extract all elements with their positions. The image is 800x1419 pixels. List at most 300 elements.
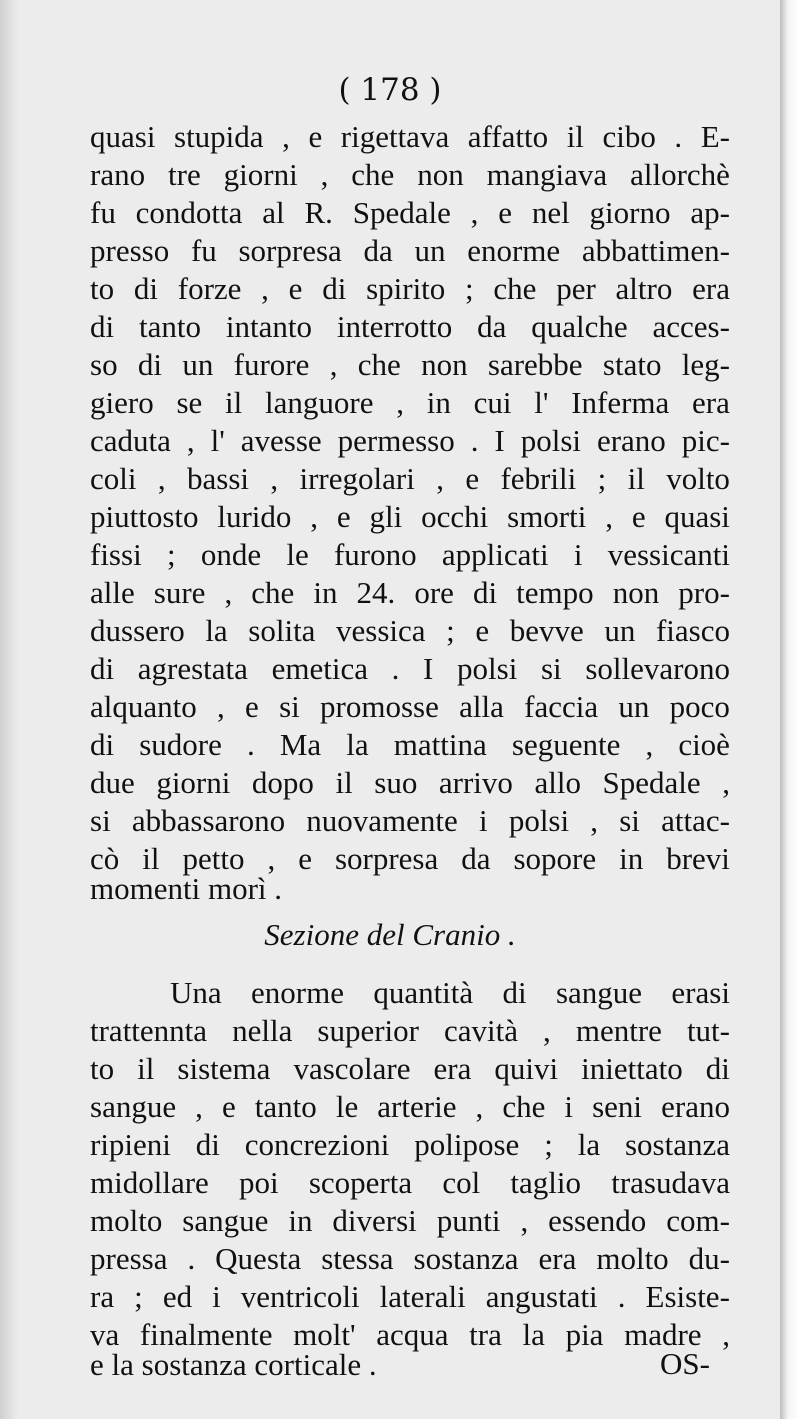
word: di xyxy=(472,575,498,610)
word: , xyxy=(436,461,444,496)
word: E- xyxy=(700,119,730,154)
word: che xyxy=(351,157,395,192)
word: I xyxy=(423,651,434,686)
word: acces- xyxy=(652,309,730,344)
word: altro xyxy=(615,271,673,306)
word: bevve xyxy=(509,613,584,648)
word: irregolari xyxy=(299,461,415,496)
word: giorno xyxy=(589,195,671,230)
word: e xyxy=(221,1089,236,1124)
word: allorchè xyxy=(630,157,730,192)
word: sure xyxy=(153,575,206,610)
word: al xyxy=(262,195,285,230)
word: brevi xyxy=(666,841,730,876)
word: applicati xyxy=(441,537,549,572)
text-line xyxy=(90,270,730,308)
text-line xyxy=(90,118,730,156)
word: sistema xyxy=(177,1051,271,1086)
word: Questa xyxy=(215,1241,302,1276)
text-line-indented xyxy=(170,974,730,1012)
word: di xyxy=(90,727,115,762)
catchword: OS- xyxy=(660,1346,710,1381)
word: coli xyxy=(90,461,137,496)
word: rano xyxy=(90,157,146,192)
word: Spedale xyxy=(602,765,701,800)
word: erasi xyxy=(671,975,730,1010)
text-line xyxy=(90,422,730,460)
word: di xyxy=(137,347,163,382)
word: to xyxy=(90,271,115,306)
word: la xyxy=(577,1127,601,1162)
word: che xyxy=(357,347,401,382)
word: ; xyxy=(166,537,176,572)
word: ra xyxy=(90,1279,115,1314)
word: , xyxy=(520,1203,529,1238)
word: che xyxy=(493,271,537,306)
word: cò xyxy=(90,841,120,876)
word: e xyxy=(498,195,513,230)
word: trattennta xyxy=(90,1013,208,1048)
word: languore xyxy=(265,385,374,420)
text-line xyxy=(90,1126,730,1164)
word: occhi xyxy=(421,499,489,534)
text-line xyxy=(90,1012,730,1050)
word: scoperta xyxy=(308,1165,413,1200)
word: polipose xyxy=(414,1127,520,1162)
text-line xyxy=(90,650,730,688)
word: che xyxy=(251,575,295,610)
word: e xyxy=(308,119,323,154)
word: , xyxy=(261,271,269,306)
word: . xyxy=(247,727,255,762)
text-line xyxy=(90,346,730,384)
word: col xyxy=(442,1165,481,1200)
word: angustati xyxy=(485,1279,598,1314)
word: laterali xyxy=(379,1279,466,1314)
word: stato xyxy=(602,347,662,382)
text-line xyxy=(90,156,730,194)
word: e xyxy=(465,461,480,496)
word: sopore xyxy=(513,841,597,876)
word: i xyxy=(212,1279,221,1314)
word: il xyxy=(566,119,584,154)
word: pia xyxy=(565,1317,604,1352)
word: nel xyxy=(531,195,570,230)
word: lurido xyxy=(217,499,292,534)
word: , xyxy=(543,1013,551,1048)
word: il xyxy=(627,461,645,496)
word: quantità xyxy=(373,975,474,1010)
word: attac- xyxy=(661,803,730,838)
word: e xyxy=(245,689,259,724)
word: due xyxy=(90,765,135,800)
text-line xyxy=(90,232,730,270)
word: onde xyxy=(200,537,262,572)
word: che xyxy=(502,1089,546,1124)
word: , xyxy=(195,1089,203,1124)
word: com- xyxy=(666,1203,730,1238)
word: cavità xyxy=(444,1013,519,1048)
text-line xyxy=(90,1050,730,1088)
word: dussero xyxy=(90,613,185,648)
word: un xyxy=(618,689,650,724)
word: e xyxy=(298,841,312,876)
word: superior xyxy=(317,1013,419,1048)
word: si xyxy=(619,803,640,838)
word: sostanza xyxy=(624,1127,730,1162)
word: , xyxy=(329,347,338,382)
word: sudore xyxy=(139,727,222,762)
word: suo xyxy=(374,765,418,800)
word: tanto xyxy=(139,309,201,344)
word: emetica xyxy=(271,651,368,686)
word: . xyxy=(187,1241,196,1276)
word: nella xyxy=(232,1013,293,1048)
word: smorti xyxy=(507,499,587,534)
word: nuovamente xyxy=(306,803,458,838)
text-line xyxy=(90,802,730,840)
word: tre xyxy=(168,157,201,192)
text-line xyxy=(90,1278,730,1316)
word: il xyxy=(137,1051,155,1086)
word: , xyxy=(605,499,613,534)
word: cioè xyxy=(678,727,730,762)
word: per xyxy=(556,271,596,306)
word: , xyxy=(270,461,279,496)
word: avesse xyxy=(240,423,322,458)
word: tempo xyxy=(516,575,594,610)
word: i xyxy=(573,537,583,572)
word: sorpresa xyxy=(238,233,342,268)
word: diversi xyxy=(332,1203,417,1238)
word: in xyxy=(426,385,451,420)
word: I xyxy=(494,423,505,458)
word: volto xyxy=(666,461,730,496)
word: si xyxy=(90,803,111,838)
word: era xyxy=(692,271,730,306)
word: in xyxy=(619,841,644,876)
word: si xyxy=(540,651,562,686)
word: , xyxy=(267,841,276,876)
word: sorpresa xyxy=(334,841,439,876)
word: Ma xyxy=(279,727,322,762)
word: concrezioni xyxy=(244,1127,390,1162)
word: Spedale xyxy=(352,195,451,230)
word: erano xyxy=(596,423,666,458)
word: stessa xyxy=(321,1241,394,1276)
word: allo xyxy=(534,765,581,800)
word: mentre xyxy=(575,1013,662,1048)
word: stupida xyxy=(174,119,264,154)
word: di xyxy=(502,975,527,1010)
word: di xyxy=(705,1051,730,1086)
word: cibo xyxy=(602,119,656,154)
word: so xyxy=(90,347,118,382)
word: da xyxy=(477,309,507,344)
word: interrotto xyxy=(336,309,453,344)
word: taglio xyxy=(510,1165,581,1200)
word: vascolare xyxy=(293,1051,411,1086)
word: era xyxy=(538,1241,577,1276)
word: di xyxy=(90,309,115,344)
word: qualche xyxy=(531,309,628,344)
text-line xyxy=(90,764,730,802)
word: , xyxy=(186,423,195,458)
word: i xyxy=(479,803,488,838)
word: midollare xyxy=(90,1165,209,1200)
word: giorni xyxy=(156,765,231,800)
word: enorme xyxy=(251,975,344,1010)
word: alle xyxy=(90,575,135,610)
word: iniettato xyxy=(581,1051,683,1086)
word: ; xyxy=(544,1127,553,1162)
word: ; xyxy=(446,613,455,648)
word: in xyxy=(288,1203,313,1238)
word: fissi xyxy=(90,537,142,572)
word: , xyxy=(310,499,319,534)
text-line xyxy=(90,1088,730,1126)
word: sollevarono xyxy=(585,651,730,686)
word: la xyxy=(205,613,228,648)
word: . xyxy=(674,119,683,154)
word: sangue xyxy=(90,1089,177,1124)
word: poi xyxy=(239,1165,279,1200)
word: punti xyxy=(436,1203,501,1238)
word: leg- xyxy=(681,347,730,382)
word: un xyxy=(604,613,636,648)
word: . xyxy=(391,651,400,686)
word: l' xyxy=(534,385,549,420)
word: abbattimen- xyxy=(581,233,730,268)
word: presso xyxy=(90,233,170,268)
word: ripieni xyxy=(90,1127,171,1162)
word: ed xyxy=(162,1279,193,1314)
word: polsi xyxy=(508,803,570,838)
section-heading: Sezione del Cranio . xyxy=(264,917,516,952)
word: vessicanti xyxy=(607,537,730,572)
word: giero xyxy=(90,385,154,420)
word: piuttosto xyxy=(90,499,199,534)
word: enorme xyxy=(467,233,561,268)
word: condotta xyxy=(135,195,243,230)
text-line xyxy=(90,574,730,612)
word: di xyxy=(195,1127,220,1162)
word: trasudava xyxy=(611,1165,730,1200)
word: pressa xyxy=(90,1241,168,1276)
word: cui xyxy=(473,385,512,420)
word: sangue xyxy=(182,1203,269,1238)
word: 24. xyxy=(356,575,396,610)
text-line xyxy=(90,460,730,498)
word: ventricoli xyxy=(240,1279,360,1314)
word: , xyxy=(590,803,599,838)
page-edge xyxy=(780,0,800,1419)
word: , xyxy=(320,157,329,192)
word: forze xyxy=(177,271,242,306)
word: ; xyxy=(134,1279,143,1314)
word: da xyxy=(461,841,491,876)
word: , xyxy=(157,461,166,496)
word: quivi xyxy=(494,1051,559,1086)
word: , xyxy=(722,765,730,800)
word: pic- xyxy=(681,423,730,458)
word: , xyxy=(396,385,404,420)
word: Una xyxy=(170,975,222,1010)
text-line xyxy=(90,1164,730,1202)
word: il xyxy=(142,841,160,876)
word: sangue xyxy=(555,975,643,1010)
word: molt' xyxy=(293,1317,356,1352)
word: e xyxy=(475,613,490,648)
word: essendo xyxy=(548,1203,647,1238)
word: faccia xyxy=(524,689,599,724)
word: intanto xyxy=(225,309,312,344)
word: affatto xyxy=(467,119,549,154)
word: , xyxy=(475,1089,484,1124)
word: , xyxy=(282,119,290,154)
word: fu xyxy=(190,233,217,268)
word: caduta xyxy=(90,423,171,458)
word: le xyxy=(286,537,309,572)
word: spirito xyxy=(366,271,446,306)
word: pro- xyxy=(678,575,730,610)
word: non xyxy=(417,157,464,192)
word: mattina xyxy=(393,727,487,762)
word: e xyxy=(336,499,351,534)
word: promosse xyxy=(320,689,439,724)
word: , xyxy=(645,727,654,762)
word: alla xyxy=(459,689,504,724)
word: du- xyxy=(688,1241,730,1276)
word: agrestata xyxy=(137,651,248,686)
word: petto xyxy=(182,841,245,876)
word: un xyxy=(182,347,214,382)
word: vessica xyxy=(336,613,426,648)
word: Esiste- xyxy=(645,1279,730,1314)
word: tanto xyxy=(254,1089,317,1124)
word: ap- xyxy=(690,195,730,230)
word: quasi xyxy=(90,119,156,154)
word: madre xyxy=(624,1317,702,1352)
word: fu xyxy=(90,195,116,230)
word: si xyxy=(279,689,300,724)
word: acqua xyxy=(376,1317,449,1352)
word: furore xyxy=(233,347,310,382)
word: dopo xyxy=(251,765,314,800)
word: non xyxy=(421,347,468,382)
word: era xyxy=(692,385,730,420)
text-line-last: e la sostanza corticale . xyxy=(90,1347,377,1382)
word: to xyxy=(90,1051,115,1086)
word: alquanto xyxy=(90,689,197,724)
word: quasi xyxy=(664,499,730,534)
word: , xyxy=(217,689,225,724)
word: arrivo xyxy=(438,765,513,800)
text-line xyxy=(90,688,730,726)
word: la xyxy=(522,1317,545,1352)
word: l' xyxy=(210,423,225,458)
word: , xyxy=(722,1317,730,1352)
word: ; xyxy=(465,271,474,306)
text-line xyxy=(90,726,730,764)
word: tra xyxy=(469,1317,502,1352)
word: un xyxy=(414,233,446,268)
text-line xyxy=(90,536,730,574)
word: polsi xyxy=(457,651,518,686)
word: giorni xyxy=(223,157,298,192)
word: di xyxy=(322,271,347,306)
word: rigettava xyxy=(340,119,450,154)
word: sostanza xyxy=(413,1241,519,1276)
word: il xyxy=(335,765,353,800)
page-number: ( 178 ) xyxy=(338,72,442,108)
word: di xyxy=(133,271,158,306)
word: se xyxy=(176,385,203,420)
gutter-shadow xyxy=(0,0,18,1419)
word: non xyxy=(612,575,660,610)
word: gli xyxy=(369,499,403,534)
text-line xyxy=(90,1202,730,1240)
word: Inferma xyxy=(571,385,670,420)
word: bassi xyxy=(187,461,249,496)
word: arterie xyxy=(377,1089,457,1124)
word: seni xyxy=(592,1089,643,1124)
word: furono xyxy=(333,537,417,572)
word: il xyxy=(225,385,243,420)
word: molto xyxy=(90,1203,163,1238)
text-line-last: momenti morì . xyxy=(90,871,283,906)
word: ore xyxy=(414,575,454,610)
word: va xyxy=(90,1317,120,1352)
word: era xyxy=(433,1051,472,1086)
word: poco xyxy=(669,689,730,724)
word: i xyxy=(564,1089,574,1124)
word: molto xyxy=(596,1241,669,1276)
text-line xyxy=(90,1240,730,1278)
word: permesso xyxy=(337,423,455,458)
word: fiasco xyxy=(655,613,730,648)
word: e xyxy=(631,499,646,534)
word: tut- xyxy=(686,1013,730,1048)
word: sarebbe xyxy=(487,347,583,382)
word: solita xyxy=(248,613,316,648)
word: di xyxy=(90,651,115,686)
word: febrili xyxy=(500,461,577,496)
word: abbassarono xyxy=(131,803,286,838)
text-line xyxy=(90,308,730,346)
word: , xyxy=(224,575,233,610)
word: polsi xyxy=(520,423,581,458)
word: . xyxy=(470,423,479,458)
word: da xyxy=(363,233,393,268)
word: e xyxy=(288,271,303,306)
word: ; xyxy=(597,461,607,496)
word: , xyxy=(470,195,479,230)
word: seguente xyxy=(511,727,621,762)
word: erano xyxy=(661,1089,730,1124)
word: in xyxy=(313,575,338,610)
word: mangiava xyxy=(486,157,608,192)
word: R. xyxy=(304,195,333,230)
text-line xyxy=(90,384,730,422)
text-line xyxy=(90,498,730,536)
word: . xyxy=(617,1279,626,1314)
word: le xyxy=(335,1089,359,1124)
text-line xyxy=(90,612,730,650)
word: finalmente xyxy=(139,1317,273,1352)
text-line xyxy=(90,194,730,232)
word: la xyxy=(346,727,369,762)
